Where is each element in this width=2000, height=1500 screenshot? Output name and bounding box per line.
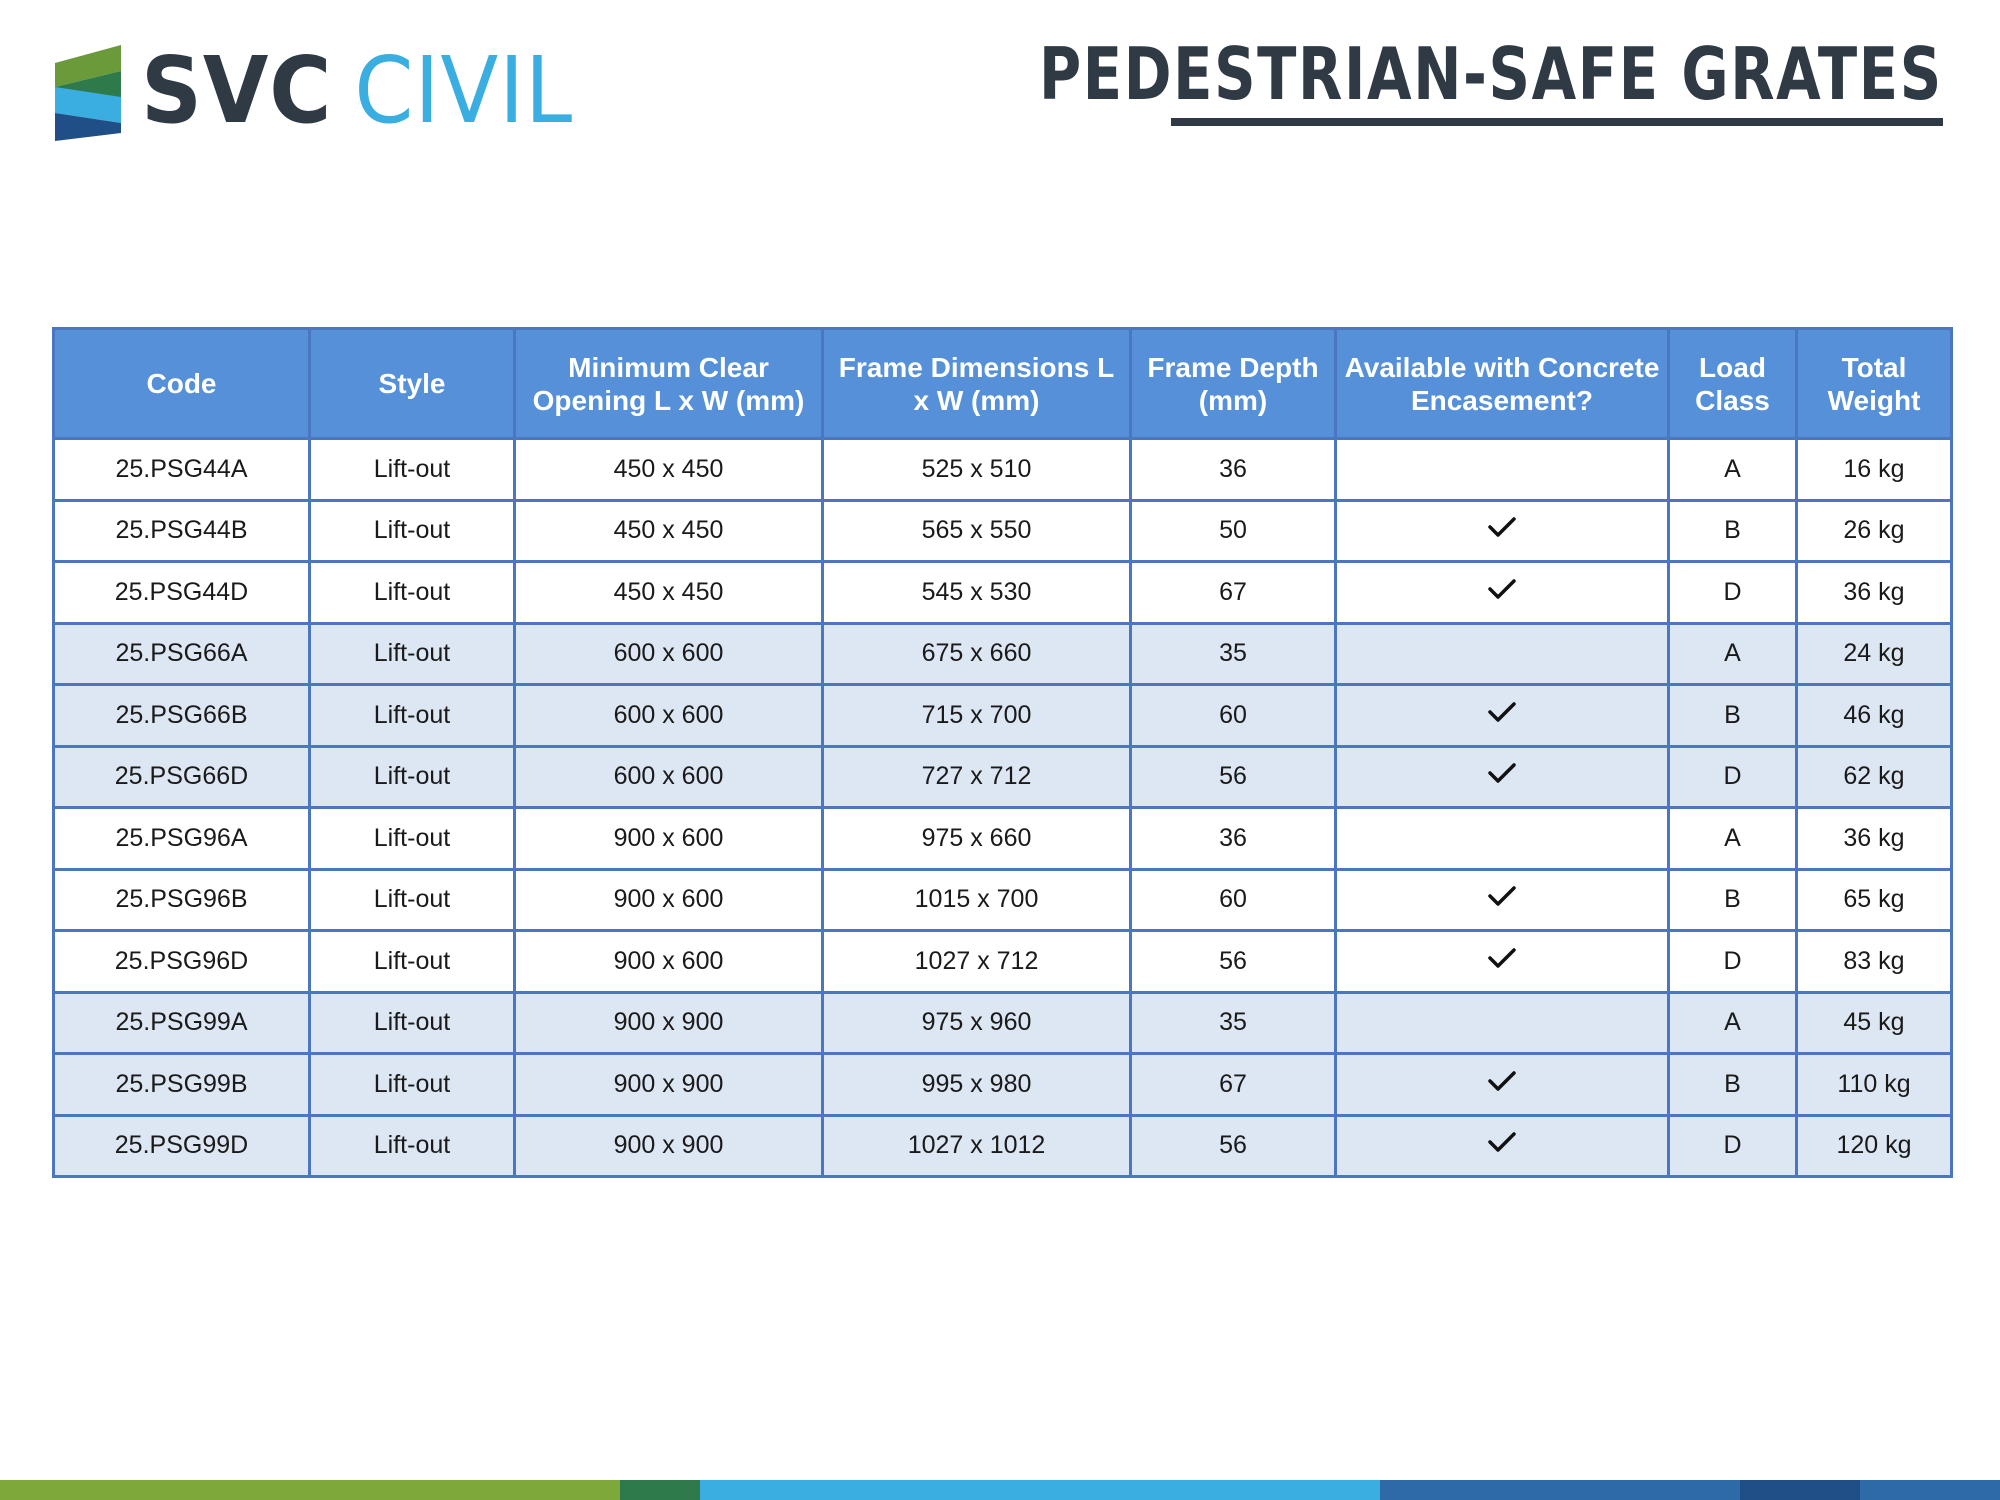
table-row — [54, 1115, 1952, 1177]
cell-total-weight: 24 kg — [1797, 623, 1952, 685]
cell-frame-depth: 56 — [1131, 931, 1336, 993]
cell-concrete-encasement — [1336, 439, 1669, 501]
table-row — [54, 685, 1952, 747]
cell-min-clear-opening: 900 x 600 — [515, 931, 823, 993]
cell-total-weight: 110 kg — [1797, 1054, 1952, 1116]
cell-load-class: B — [1669, 685, 1797, 747]
cell-code: 25.PSG96B — [54, 869, 310, 931]
cell-style: Lift-out — [310, 623, 515, 685]
header-concrete-encasement: Available with Concrete Encasement? — [1336, 329, 1669, 439]
header-style: Style — [310, 329, 515, 439]
cell-code: 25.PSG66B — [54, 685, 310, 747]
cell-frame-dimensions: 715 x 700 — [823, 685, 1131, 747]
cell-frame-depth: 60 — [1131, 869, 1336, 931]
checkmark-icon — [1487, 1070, 1517, 1092]
cell-frame-dimensions: 525 x 510 — [823, 439, 1131, 501]
cell-style: Lift-out — [310, 685, 515, 747]
logo — [55, 38, 611, 143]
checkmark-icon — [1487, 947, 1517, 969]
cell-code: 25.PSG99D — [54, 1115, 310, 1177]
cell-total-weight: 36 kg — [1797, 808, 1952, 870]
cell-total-weight: 36 kg — [1797, 562, 1952, 624]
header-frame-depth: Frame Depth (mm) — [1131, 329, 1336, 439]
cell-min-clear-opening: 600 x 600 — [515, 746, 823, 808]
cell-min-clear-opening: 900 x 900 — [515, 992, 823, 1054]
cell-frame-dimensions: 675 x 660 — [823, 623, 1131, 685]
cell-frame-dimensions: 1027 x 1012 — [823, 1115, 1131, 1177]
checkmark-icon — [1487, 885, 1517, 907]
cell-total-weight: 45 kg — [1797, 992, 1952, 1054]
cell-frame-depth: 35 — [1131, 992, 1336, 1054]
cell-total-weight: 46 kg — [1797, 685, 1952, 747]
footer-color-segment — [1380, 1480, 1740, 1500]
cell-load-class: A — [1669, 992, 1797, 1054]
cell-frame-dimensions: 1015 x 700 — [823, 869, 1131, 931]
cell-frame-depth: 35 — [1131, 623, 1336, 685]
cell-frame-dimensions: 1027 x 712 — [823, 931, 1131, 993]
cell-frame-depth: 60 — [1131, 685, 1336, 747]
cell-frame-depth: 56 — [1131, 1115, 1336, 1177]
table-row — [54, 992, 1952, 1054]
cell-style: Lift-out — [310, 808, 515, 870]
cell-style: Lift-out — [310, 1054, 515, 1116]
header-load-class: Load Class — [1669, 329, 1797, 439]
cell-style: Lift-out — [310, 746, 515, 808]
table-row — [54, 931, 1952, 993]
cell-min-clear-opening: 900 x 900 — [515, 1115, 823, 1177]
cell-load-class: B — [1669, 869, 1797, 931]
cell-concrete-encasement — [1336, 623, 1669, 685]
header-total-weight: Total Weight — [1797, 329, 1952, 439]
cell-frame-depth: 36 — [1131, 808, 1336, 870]
cell-code: 25.PSG99B — [54, 1054, 310, 1116]
cell-style: Lift-out — [310, 439, 515, 501]
footer-color-segment — [700, 1480, 1380, 1500]
title-block — [813, 32, 1943, 126]
cell-style: Lift-out — [310, 931, 515, 993]
cell-load-class: D — [1669, 931, 1797, 993]
cell-concrete-encasement — [1336, 808, 1669, 870]
cell-min-clear-opening: 450 x 450 — [515, 562, 823, 624]
cell-frame-dimensions: 975 x 660 — [823, 808, 1131, 870]
cell-total-weight: 62 kg — [1797, 746, 1952, 808]
cell-code: 25.PSG96D — [54, 931, 310, 993]
table-row — [54, 439, 1952, 501]
table-row — [54, 500, 1952, 562]
logo-wordmark — [141, 36, 574, 144]
table-row — [54, 808, 1952, 870]
cell-min-clear-opening: 450 x 450 — [515, 500, 823, 562]
cell-total-weight: 83 kg — [1797, 931, 1952, 993]
cell-concrete-encasement — [1336, 562, 1669, 624]
cell-style: Lift-out — [310, 562, 515, 624]
cell-frame-dimensions: 975 x 960 — [823, 992, 1131, 1054]
logo-word-civil: CIVIL — [354, 36, 574, 144]
cell-frame-depth: 67 — [1131, 562, 1336, 624]
table-row — [54, 623, 1952, 685]
cell-load-class: B — [1669, 500, 1797, 562]
cell-frame-depth: 50 — [1131, 500, 1336, 562]
cell-min-clear-opening: 900 x 600 — [515, 869, 823, 931]
cell-style: Lift-out — [310, 1115, 515, 1177]
cell-min-clear-opening: 600 x 600 — [515, 685, 823, 747]
cell-style: Lift-out — [310, 992, 515, 1054]
product-table — [52, 327, 1953, 1178]
header-min-clear-opening: Minimum Clear Opening L x W (mm) — [515, 329, 823, 439]
table-header-row — [54, 329, 1952, 439]
cell-code: 25.PSG66D — [54, 746, 310, 808]
cell-total-weight: 120 kg — [1797, 1115, 1952, 1177]
cell-min-clear-opening: 900 x 600 — [515, 808, 823, 870]
header-code: Code — [54, 329, 310, 439]
cell-frame-dimensions: 995 x 980 — [823, 1054, 1131, 1116]
table-row — [54, 1054, 1952, 1116]
footer-color-segment — [1860, 1480, 2000, 1500]
title-underline — [1171, 118, 1943, 126]
logo-word-svc: SVC — [141, 36, 333, 144]
cell-code: 25.PSG66A — [54, 623, 310, 685]
cell-frame-depth: 67 — [1131, 1054, 1336, 1116]
checkmark-icon — [1487, 578, 1517, 600]
cell-code: 25.PSG44A — [54, 439, 310, 501]
page-title: PEDESTRIAN-SAFE GRATES — [1039, 32, 1943, 116]
footer-color-bar — [0, 1480, 2000, 1500]
cell-concrete-encasement — [1336, 931, 1669, 993]
cell-style: Lift-out — [310, 869, 515, 931]
header-frame-dimensions: Frame Dimensions L x W (mm) — [823, 329, 1131, 439]
cell-load-class: A — [1669, 439, 1797, 501]
cell-load-class: A — [1669, 808, 1797, 870]
cell-load-class: D — [1669, 562, 1797, 624]
checkmark-icon — [1487, 1131, 1517, 1153]
cell-concrete-encasement — [1336, 869, 1669, 931]
cell-style: Lift-out — [310, 500, 515, 562]
cell-frame-depth: 36 — [1131, 439, 1336, 501]
cell-load-class: D — [1669, 746, 1797, 808]
table-body — [54, 439, 1952, 1177]
cell-frame-depth: 56 — [1131, 746, 1336, 808]
cell-code: 25.PSG44B — [54, 500, 310, 562]
cell-concrete-encasement — [1336, 992, 1669, 1054]
checkmark-icon — [1487, 762, 1517, 784]
cell-concrete-encasement — [1336, 1054, 1669, 1116]
cell-concrete-encasement — [1336, 685, 1669, 747]
cell-frame-dimensions: 565 x 550 — [823, 500, 1131, 562]
table-row — [54, 746, 1952, 808]
cell-frame-dimensions: 727 x 712 — [823, 746, 1131, 808]
cell-min-clear-opening: 600 x 600 — [515, 623, 823, 685]
cell-load-class: A — [1669, 623, 1797, 685]
cell-code: 25.PSG96A — [54, 808, 310, 870]
cell-min-clear-opening: 900 x 900 — [515, 1054, 823, 1116]
cell-total-weight: 16 kg — [1797, 439, 1952, 501]
table-row — [54, 869, 1952, 931]
table-row — [54, 562, 1952, 624]
cell-frame-dimensions: 545 x 530 — [823, 562, 1131, 624]
cell-code: 25.PSG44D — [54, 562, 310, 624]
cell-load-class: B — [1669, 1054, 1797, 1116]
checkmark-icon — [1487, 701, 1517, 723]
logo-mark-icon — [55, 41, 121, 141]
cell-concrete-encasement — [1336, 1115, 1669, 1177]
footer-color-segment — [620, 1480, 700, 1500]
footer-color-segment — [0, 1480, 620, 1500]
cell-total-weight: 65 kg — [1797, 869, 1952, 931]
footer-color-segment — [1740, 1480, 1860, 1500]
cell-code: 25.PSG99A — [54, 992, 310, 1054]
cell-concrete-encasement — [1336, 500, 1669, 562]
cell-min-clear-opening: 450 x 450 — [515, 439, 823, 501]
checkmark-icon — [1487, 516, 1517, 538]
cell-load-class: D — [1669, 1115, 1797, 1177]
cell-total-weight: 26 kg — [1797, 500, 1952, 562]
cell-concrete-encasement — [1336, 746, 1669, 808]
